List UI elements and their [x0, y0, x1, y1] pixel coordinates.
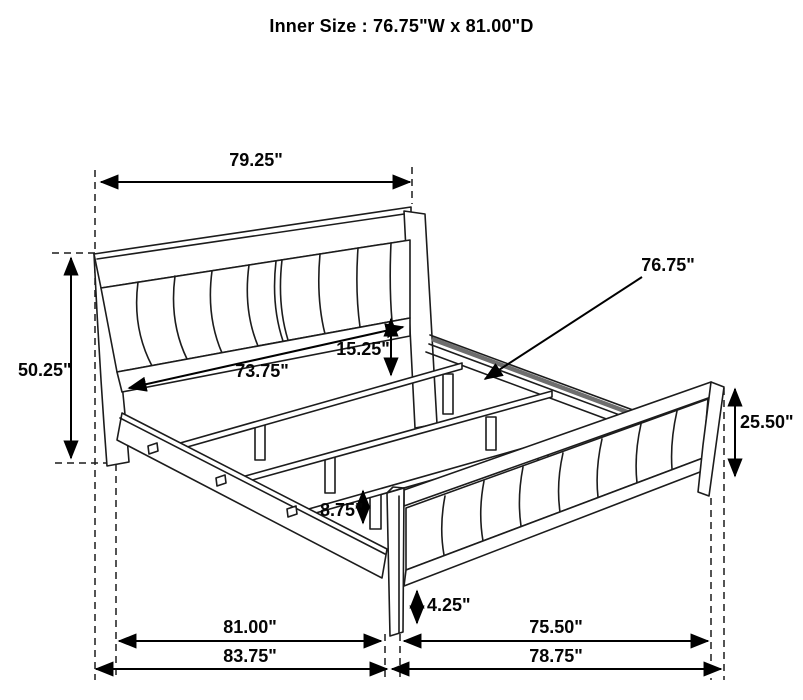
- leader-arrow-slat-length: [485, 277, 642, 379]
- dim-label-headboard-panel-offset: 15.25": [336, 339, 390, 359]
- dim-label-overall-length: 83.75": [223, 646, 277, 666]
- side-rail-front-top-edge: [120, 418, 385, 554]
- diagram-title: Inner Size : 76.75"W x 81.00"D: [269, 16, 534, 36]
- side-rail-front: [117, 413, 387, 578]
- dim-label-footboard-inner-width: 75.50": [529, 617, 583, 637]
- dim-label-footboard-height: 25.50": [740, 412, 794, 432]
- dim-label-headboard-height: 50.25": [18, 360, 72, 380]
- support-leg: [443, 374, 453, 414]
- support-leg: [486, 417, 496, 450]
- dim-label-rail-clearance: 8.75": [320, 500, 364, 520]
- dim-label-footboard-width: 78.75": [529, 646, 583, 666]
- dim-label-headboard-inner-width: 73.75": [235, 361, 289, 381]
- support-leg: [325, 457, 335, 493]
- footboard-left-post: [387, 488, 404, 636]
- dim-label-headboard-width: 79.25": [229, 150, 283, 170]
- dim-label-slat-length: 76.75": [641, 255, 695, 275]
- dim-label-footboard-clearance: 4.25": [427, 595, 471, 615]
- support-leg: [255, 424, 265, 460]
- dim-label-inner-length: 81.00": [223, 617, 277, 637]
